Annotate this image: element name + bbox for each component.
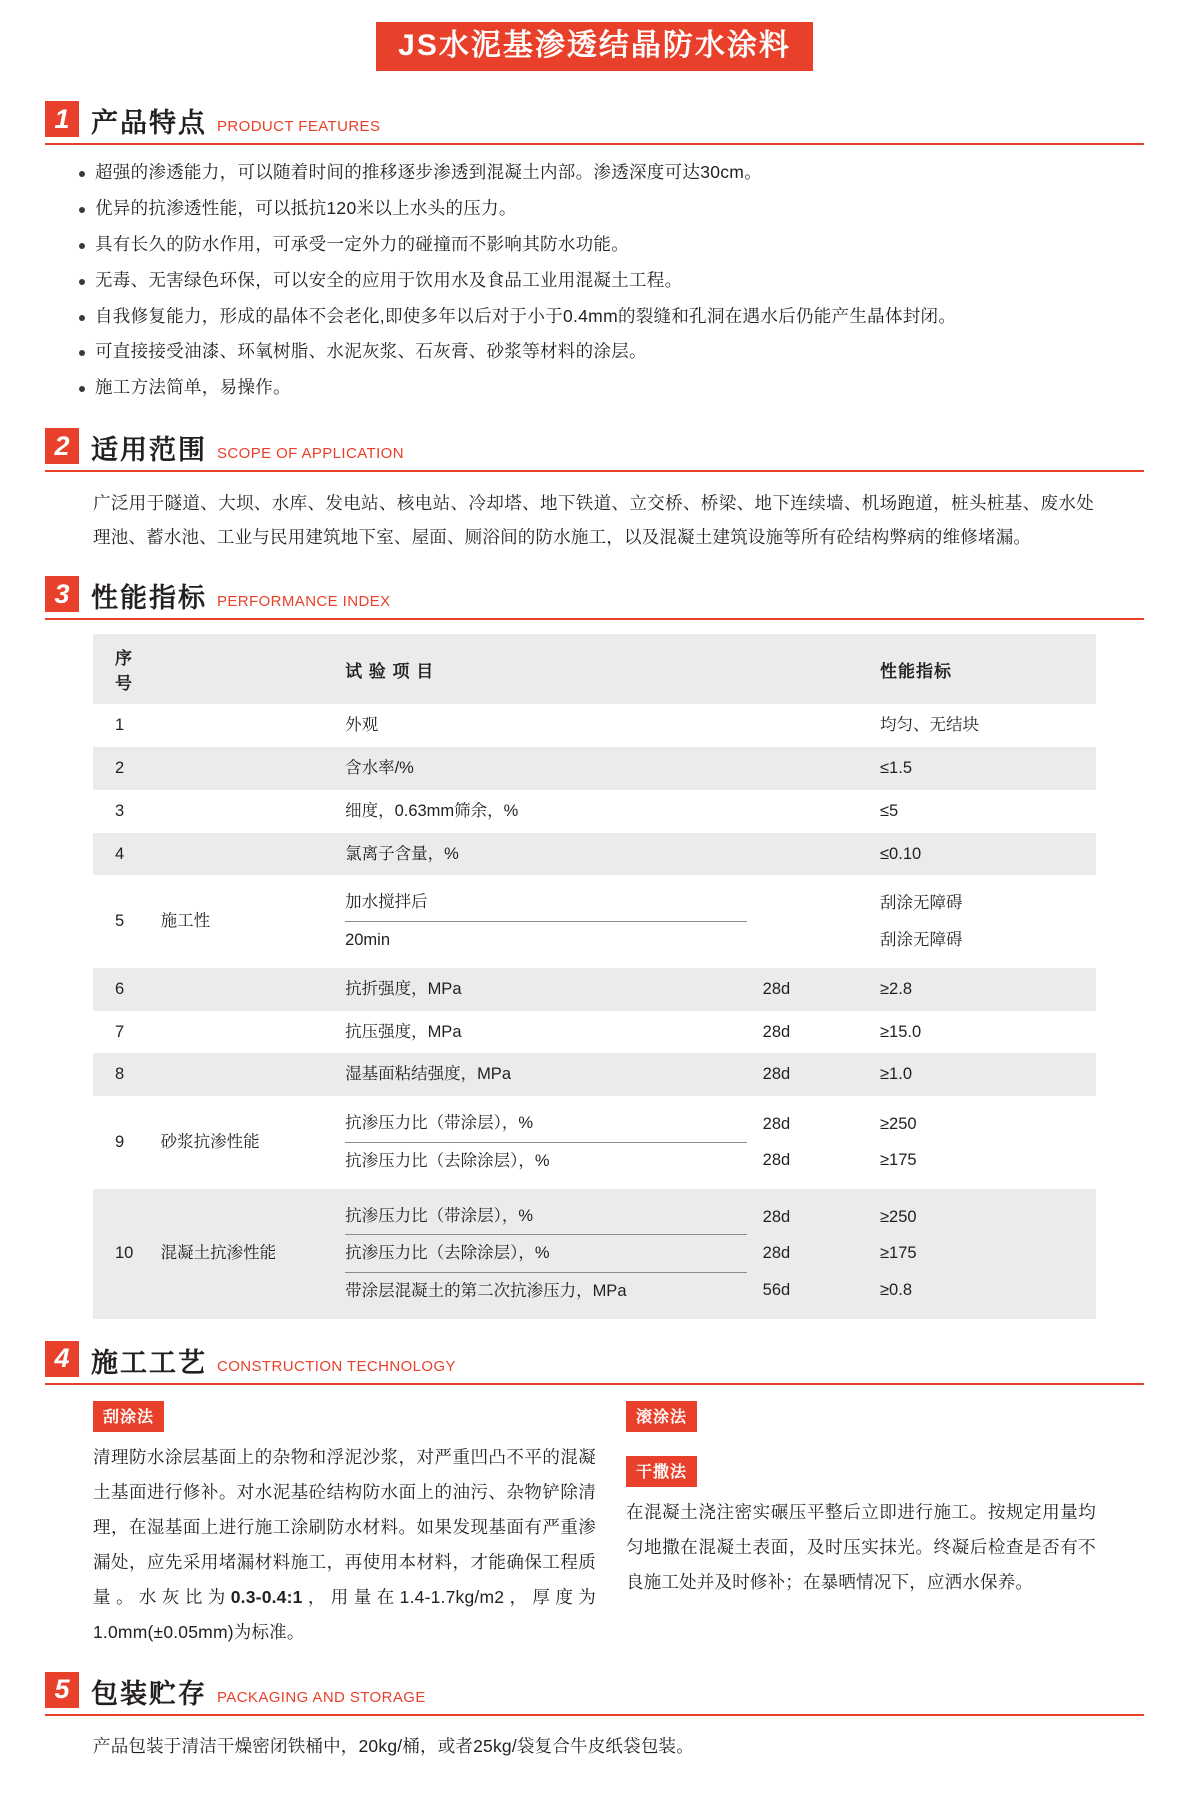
section-divider: [45, 470, 1144, 472]
cell-value: ≤0.10: [872, 833, 1096, 876]
list-item: 施工方法简单，易操作。: [95, 370, 1144, 406]
technology-text-part2: ，用量在1.4-1.7kg/m2，厚度为1.0mm(±0.05mm)为标准。: [93, 1586, 597, 1642]
col-header-age: [755, 634, 872, 704]
list-item: 优异的抗渗透性能，可以抵抗120米以上水头的压力。: [95, 191, 1144, 227]
cell-subvalue: ≥175: [880, 1244, 917, 1263]
section-title-en: PRODUCT FEATURES: [217, 118, 381, 135]
cell-value: 均匀、无结块: [872, 704, 1096, 747]
cell-group: [153, 747, 337, 790]
cell-age: [755, 747, 872, 790]
list-item: 具有长久的防水作用，可承受一定外力的碰撞而不影响其防水功能。: [95, 227, 1144, 263]
cell-item-group: [337, 1096, 755, 1189]
cell-subvalue: ≥175: [880, 1151, 917, 1170]
cell-item: 氯离子含量，%: [337, 833, 755, 876]
technology-text-part1: 清理防水涂层基面上的杂物和浮泥沙浆，对严重凹凸不平的混凝土基面进行修补。对水泥基砼结构防水面上的油污、杂物铲除清理，在湿基面上进行施工涂刷防水材料。如果发现基面有严重渗漏处，应先采用堵漏材料施工，再使用本材料，才能确保工程质量。水灰比为: [93, 1446, 596, 1607]
cell-group: 砂浆抗渗性能: [153, 1096, 337, 1189]
cell-group: [153, 968, 337, 1011]
cell-value: ≥15.0: [872, 1011, 1096, 1054]
cell-value: ≥1.0: [872, 1053, 1096, 1096]
section-header-product-features: [45, 101, 1144, 141]
section-number: 1: [45, 101, 79, 137]
section-number: 5: [45, 1672, 79, 1708]
section-divider: [45, 618, 1144, 620]
cell-group: [153, 1011, 337, 1054]
cell-subvalue: ≥250: [880, 1207, 917, 1226]
table-row: [93, 790, 1096, 833]
cell-item-group: [337, 875, 755, 968]
table-row: [93, 875, 1096, 968]
cell-no: 9: [93, 1096, 153, 1189]
cell-subitem: 加水搅拌后: [345, 884, 747, 921]
col-header-value: 性能指标: [872, 634, 1096, 704]
cell-item: 湿基面粘结强度，MPa: [337, 1053, 755, 1096]
cell-subage: 28d: [762, 1151, 791, 1170]
cell-subvalue: ≥250: [880, 1114, 917, 1133]
section-title-cn: 包装贮存: [91, 1678, 207, 1709]
table-row: [93, 833, 1096, 876]
cell-group: 混凝土抗渗性能: [153, 1189, 337, 1319]
section-header-packaging: [45, 1672, 1144, 1712]
cell-no: 7: [93, 1011, 153, 1054]
section-number: 2: [45, 428, 79, 464]
cell-item: 外观: [337, 704, 755, 747]
section-number: 3: [45, 576, 79, 612]
technology-columns: [45, 1395, 1144, 1650]
technology-text-bold: 0.3-0.4:1: [230, 1586, 303, 1607]
technology-column-left: [93, 1401, 596, 1650]
cell-age-group: [755, 1189, 872, 1319]
cell-item: 细度，0.63mm筛余，%: [337, 790, 755, 833]
cell-no: 8: [93, 1053, 153, 1096]
cell-value-group: [872, 1189, 1096, 1319]
scope-paragraph: 广泛用于隧道、大坝、水库、发电站、核电站、冷却塔、地下铁道、立交桥、桥梁、地下连续墙、机场跑道，桩头桩基、废水处理池、蓄水池、工业与民用建筑地下室、屋面、厕浴间的防水施工，以及混凝土建筑设施等所有砼结构弊病的维修堵漏。: [93, 493, 1094, 548]
list-item: 超强的渗透能力，可以随着时间的推移逐步渗透到混凝土内部。渗透深度可达30cm。: [95, 155, 1144, 191]
col-header-group: [153, 634, 337, 704]
table-row: [93, 968, 1096, 1011]
cell-value: ≤5: [872, 790, 1096, 833]
cell-group: 施工性: [153, 875, 337, 968]
cell-subage: 28d: [762, 1244, 791, 1263]
technology-text-scrape: [93, 1440, 596, 1650]
section-header-scope: [45, 428, 1144, 468]
col-header-no: 序号: [93, 634, 153, 704]
cell-group: [153, 833, 337, 876]
cell-item: 抗折强度，MPa: [337, 968, 755, 1011]
section-title-cn: 产品特点: [91, 108, 207, 138]
cell-value-group: [872, 1096, 1096, 1189]
performance-table-wrap: [45, 630, 1144, 1319]
table-row: [93, 1189, 1096, 1319]
section-divider: [45, 1383, 1144, 1385]
cell-age: [755, 790, 872, 833]
table-header-row: [93, 634, 1096, 704]
cell-age-group: [755, 875, 872, 968]
table-row: [93, 1011, 1096, 1054]
section-header-technology: [45, 1341, 1144, 1381]
cell-item: 含水率/%: [337, 747, 755, 790]
cell-subitem: 抗渗压力比（去除涂层），%: [345, 1235, 747, 1273]
list-item: 无毒、无害绿色环保，可以安全的应用于饮用水及食品工业用混凝土工程。: [95, 263, 1144, 299]
cell-subage: 56d: [762, 1281, 791, 1300]
cell-no: 2: [93, 747, 153, 790]
cell-no: 6: [93, 968, 153, 1011]
title-text: JS水泥基渗透结晶防水涂料: [376, 22, 813, 71]
cell-subvalue: 刮涂无障碍: [880, 930, 963, 949]
method-tag-dry: 干撒法: [626, 1456, 697, 1487]
method-tag-scrape: 刮涂法: [93, 1401, 164, 1432]
technology-column-right: [626, 1401, 1096, 1650]
cell-subvalue: ≥0.8: [880, 1281, 912, 1300]
section-title-cn: 施工工艺: [91, 1347, 207, 1378]
cell-age: [755, 704, 872, 747]
table-row: [93, 747, 1096, 790]
table-row: [93, 704, 1096, 747]
section-number: 4: [45, 1341, 79, 1377]
performance-index-table: [93, 634, 1096, 1319]
section-divider: [45, 1714, 1144, 1716]
cell-no: 10: [93, 1189, 153, 1319]
cell-subitem: 20min: [345, 931, 391, 950]
document-title: [45, 0, 1144, 79]
section-title-cn: 性能指标: [91, 583, 207, 614]
cell-age: 28d: [755, 1053, 872, 1096]
cell-value: ≤1.5: [872, 747, 1096, 790]
cell-age: [755, 833, 872, 876]
section-title-cn: 适用范围: [91, 435, 207, 466]
cell-group: [153, 790, 337, 833]
cell-subvalue: 刮涂无障碍: [880, 893, 963, 912]
col-header-item: 试 验 项 目: [337, 634, 755, 704]
section-title-en: PACKAGING AND STORAGE: [217, 1688, 426, 1706]
cell-subage: 28d: [762, 1114, 791, 1133]
table-row: [93, 1096, 1096, 1189]
method-tag-dry-wrap: [626, 1456, 1096, 1495]
cell-subitem: 抗渗压力比（带涂层），%: [345, 1105, 747, 1142]
cell-subage: [763, 922, 864, 934]
cell-subitem: 抗渗压力比（去除涂层），%: [345, 1151, 550, 1170]
cell-no: 1: [93, 704, 153, 747]
list-item: 可直接接受油漆、环氧树脂、水泥灰浆、石灰膏、砂浆等材料的涂层。: [95, 334, 1144, 370]
cell-subage: 28d: [762, 1207, 791, 1226]
product-features-list: [45, 155, 1144, 406]
cell-no: 4: [93, 833, 153, 876]
cell-age-group: [755, 1096, 872, 1189]
method-tag-roll: 滚涂法: [626, 1401, 697, 1432]
cell-subitem: 带涂层混凝土的第二次抗渗压力，MPa: [345, 1282, 627, 1301]
cell-subage: [763, 910, 864, 922]
cell-group: [153, 1053, 337, 1096]
cell-value-group: [872, 875, 1096, 968]
section-divider: [45, 143, 1144, 145]
cell-age: 28d: [755, 1011, 872, 1054]
cell-no: 3: [93, 790, 153, 833]
cell-item: 抗压强度，MPa: [337, 1011, 755, 1054]
section-header-performance: [45, 576, 1144, 616]
cell-group: [153, 704, 337, 747]
section-title-en: SCOPE OF APPLICATION: [217, 445, 404, 463]
technology-text-dry: 在混凝土浇注密实碾压平整后立即进行施工。按规定用量均匀地撒在混凝土表面，及时压实抹光。终凝后检查是否有不良施工处并及时修补；在暴晒情况下，应洒水保养。: [626, 1501, 1096, 1592]
section-title-en: PERFORMANCE INDEX: [217, 593, 391, 611]
cell-item-group: [337, 1189, 755, 1319]
cell-no: 5: [93, 875, 153, 968]
section-title-en: CONSTRUCTION TECHNOLOGY: [217, 1357, 456, 1375]
cell-subitem: 抗渗压力比（带涂层），%: [345, 1198, 747, 1235]
table-row: [93, 1053, 1096, 1096]
cell-value: ≥2.8: [872, 968, 1096, 1011]
list-item: 自我修复能力，形成的晶体不会老化,即使多年以后对于小于0.4mm的裂缝和孔洞在遇水后仍能产生晶体封闭。: [95, 299, 1144, 335]
packaging-paragraph: 产品包装于清洁干燥密闭铁桶中，20kg/桶，或者25kg/袋复合牛皮纸袋包装。: [93, 1735, 694, 1756]
cell-age: 28d: [755, 968, 872, 1011]
